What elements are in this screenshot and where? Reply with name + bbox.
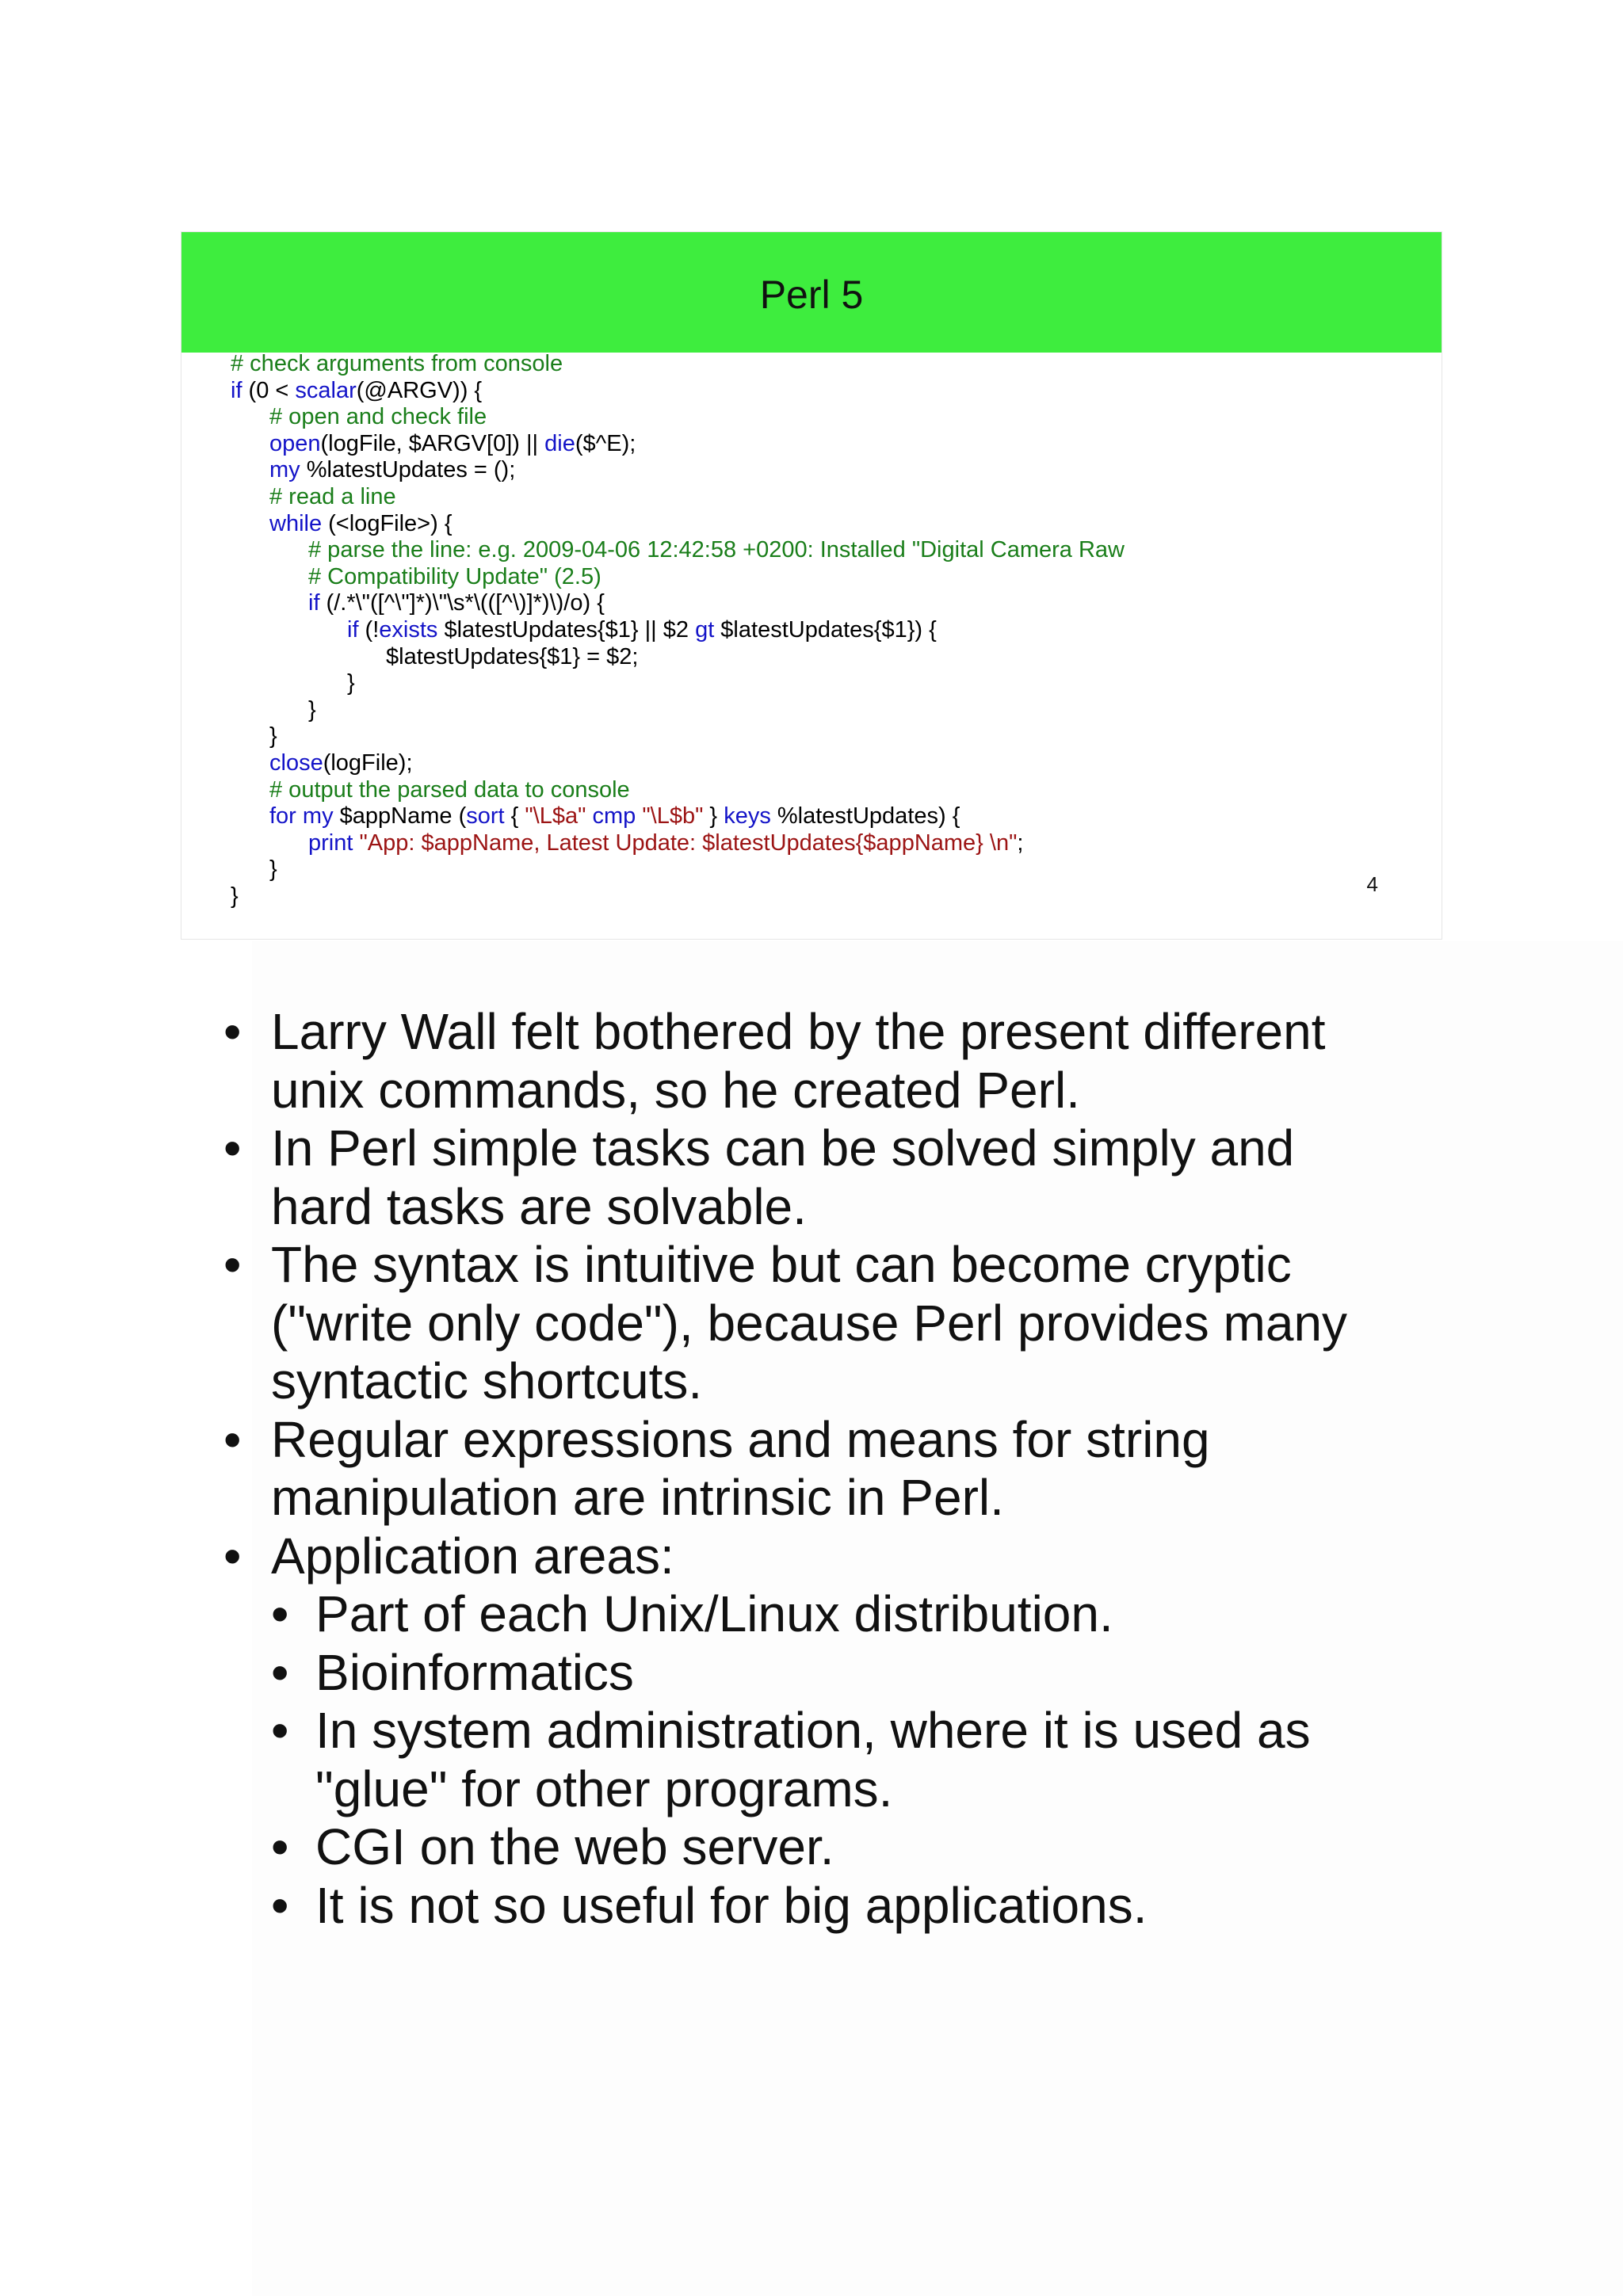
bullet-icon: • [223, 1003, 242, 1060]
code-token: (! [358, 616, 380, 643]
code-line [231, 750, 1419, 777]
code-token: open [269, 430, 321, 456]
code-token: # Compatibility Update" (2.5) [308, 563, 601, 589]
code-token: "\L$a" [525, 803, 586, 830]
notes-list [223, 1003, 1460, 1935]
code-line [231, 378, 1419, 405]
slide-title-bar [181, 232, 1442, 353]
code-token: (<logFile>) { [322, 510, 453, 536]
code-line [231, 484, 1419, 511]
bullet-icon: • [271, 1702, 289, 1759]
bullet-text-line: In Perl simple tasks can be solved simply and [271, 1119, 1295, 1177]
code-token: "App: $appName, Latest Update: $latestUpdates{$appName} \n" [359, 830, 1018, 856]
bullet-icon: • [271, 1643, 289, 1701]
code-token: exists [379, 616, 438, 643]
code-token: for [269, 803, 296, 830]
code-token: (logFile); [323, 749, 413, 776]
bullet-item [223, 1236, 1460, 1411]
code-line [231, 617, 1419, 644]
bullet-text-line: CGI on the web server. [315, 1818, 834, 1875]
sub-bullet-item [223, 1702, 1460, 1818]
bullet-text-line: Part of each Unix/Linux distribution. [315, 1585, 1113, 1642]
code-line [231, 644, 1419, 671]
code-token: } [269, 856, 277, 883]
code-line [231, 351, 1419, 378]
code-token: %latestUpdates = (); [300, 457, 516, 483]
bullet-icon: • [271, 1585, 289, 1642]
code-line [231, 511, 1419, 538]
bullet-item [223, 1527, 1460, 1586]
code-line [231, 830, 1419, 857]
code-token: # read a line [269, 483, 396, 509]
bullet-item [223, 1411, 1460, 1527]
code-token: (/.*\"([^\"]*)\"\s*\(([^\)]*)\)/o) { [319, 590, 605, 616]
bullet-item [223, 1119, 1460, 1236]
code-token: } [703, 803, 724, 830]
code-block [231, 351, 1419, 910]
bullet-item [223, 1003, 1460, 1119]
bullet-text-line: manipulation are intrinsic in Perl. [271, 1469, 1004, 1526]
slide [181, 231, 1442, 940]
code-token: sort [466, 803, 505, 830]
code-line [231, 883, 1419, 910]
code-line [231, 457, 1419, 484]
bullet-text-line: Larry Wall felt bothered by the present different [271, 1003, 1326, 1060]
bullet-text-line: In system administration, where it is used as [315, 1702, 1311, 1759]
code-token: ; [1017, 830, 1024, 856]
code-token: gt [695, 616, 715, 643]
sub-bullet-item [223, 1644, 1460, 1703]
page-number: 4 [1366, 872, 1378, 896]
slide-title: Perl 5 [759, 273, 864, 317]
code-line [231, 590, 1419, 617]
sub-bullet-item [223, 1585, 1460, 1644]
code-line [231, 856, 1419, 883]
code-token: } [231, 883, 239, 909]
code-token: my [302, 803, 334, 830]
bullet-text-line: ("write only code"), because Perl provides many [271, 1294, 1348, 1352]
code-line [231, 723, 1419, 750]
code-line [231, 670, 1419, 697]
bullet-text-line: The syntax is intuitive but can become cryptic [271, 1236, 1292, 1293]
code-line [231, 431, 1419, 458]
bullet-text-line: hard tasks are solvable. [271, 1177, 807, 1235]
code-token: $latestUpdates{$1}) { [714, 616, 937, 643]
code-token: ($^E); [575, 430, 636, 456]
code-token: die [544, 430, 575, 456]
bullet-icon: • [271, 1876, 289, 1934]
code-token: { [504, 803, 525, 830]
code-token: # output the parsed data to console [269, 776, 630, 803]
bullet-text-line: It is not so useful for big applications. [315, 1876, 1148, 1934]
bullet-icon: • [223, 1119, 242, 1177]
code-token: (0 < [242, 377, 296, 403]
code-token: # check arguments from console [231, 351, 563, 376]
code-token: $appName ( [333, 803, 467, 830]
code-token: close [269, 749, 323, 776]
code-token: } [269, 723, 277, 749]
code-token: "\L$b" [642, 803, 704, 830]
code-token: # parse the line: e.g. 2009-04-06 12:42:58 +0200: Installed "Digital Camera Raw [308, 537, 1125, 563]
code-token: $latestUpdates{$1} || $2 [437, 616, 696, 643]
code-token [296, 803, 303, 829]
bullet-text-line: Regular expressions and means for string [271, 1410, 1210, 1468]
bullet-icon: • [271, 1818, 289, 1875]
code-token: $latestUpdates{$1} = $2; [386, 643, 639, 669]
bullet-text-line: Application areas: [271, 1527, 674, 1585]
code-token: while [269, 510, 323, 536]
code-token: if [308, 590, 320, 616]
code-line [231, 404, 1419, 431]
bullet-text-line: Bioinformatics [315, 1643, 634, 1701]
code-token: cmp [592, 803, 636, 830]
code-token: my [269, 457, 300, 483]
bullet-icon: • [223, 1236, 242, 1293]
code-token: if [347, 616, 359, 643]
code-token: %latestUpdates) { [770, 803, 960, 830]
bullet-text-line: unix commands, so he created Perl. [271, 1061, 1080, 1119]
code-token: if [231, 377, 242, 403]
bullet-text-line: "glue" for other programs. [315, 1760, 893, 1817]
bullet-icon: • [223, 1527, 242, 1585]
code-token: keys [724, 803, 771, 830]
code-token: print [308, 830, 353, 856]
code-token: (logFile, $ARGV[0]) || [320, 430, 545, 456]
code-line [231, 564, 1419, 591]
sub-bullet-item [223, 1818, 1460, 1877]
code-line [231, 803, 1419, 830]
code-token: } [308, 696, 316, 723]
code-line [231, 777, 1419, 804]
bullet-text-line: syntactic shortcuts. [271, 1352, 703, 1409]
code-token: # open and check file [269, 404, 487, 430]
code-line [231, 537, 1419, 564]
code-line [231, 697, 1419, 724]
sub-bullet-item [223, 1877, 1460, 1936]
code-token: (@ARGV)) { [356, 377, 483, 403]
code-token: } [347, 670, 355, 696]
code-token: scalar [295, 377, 357, 403]
bullet-icon: • [223, 1410, 242, 1468]
